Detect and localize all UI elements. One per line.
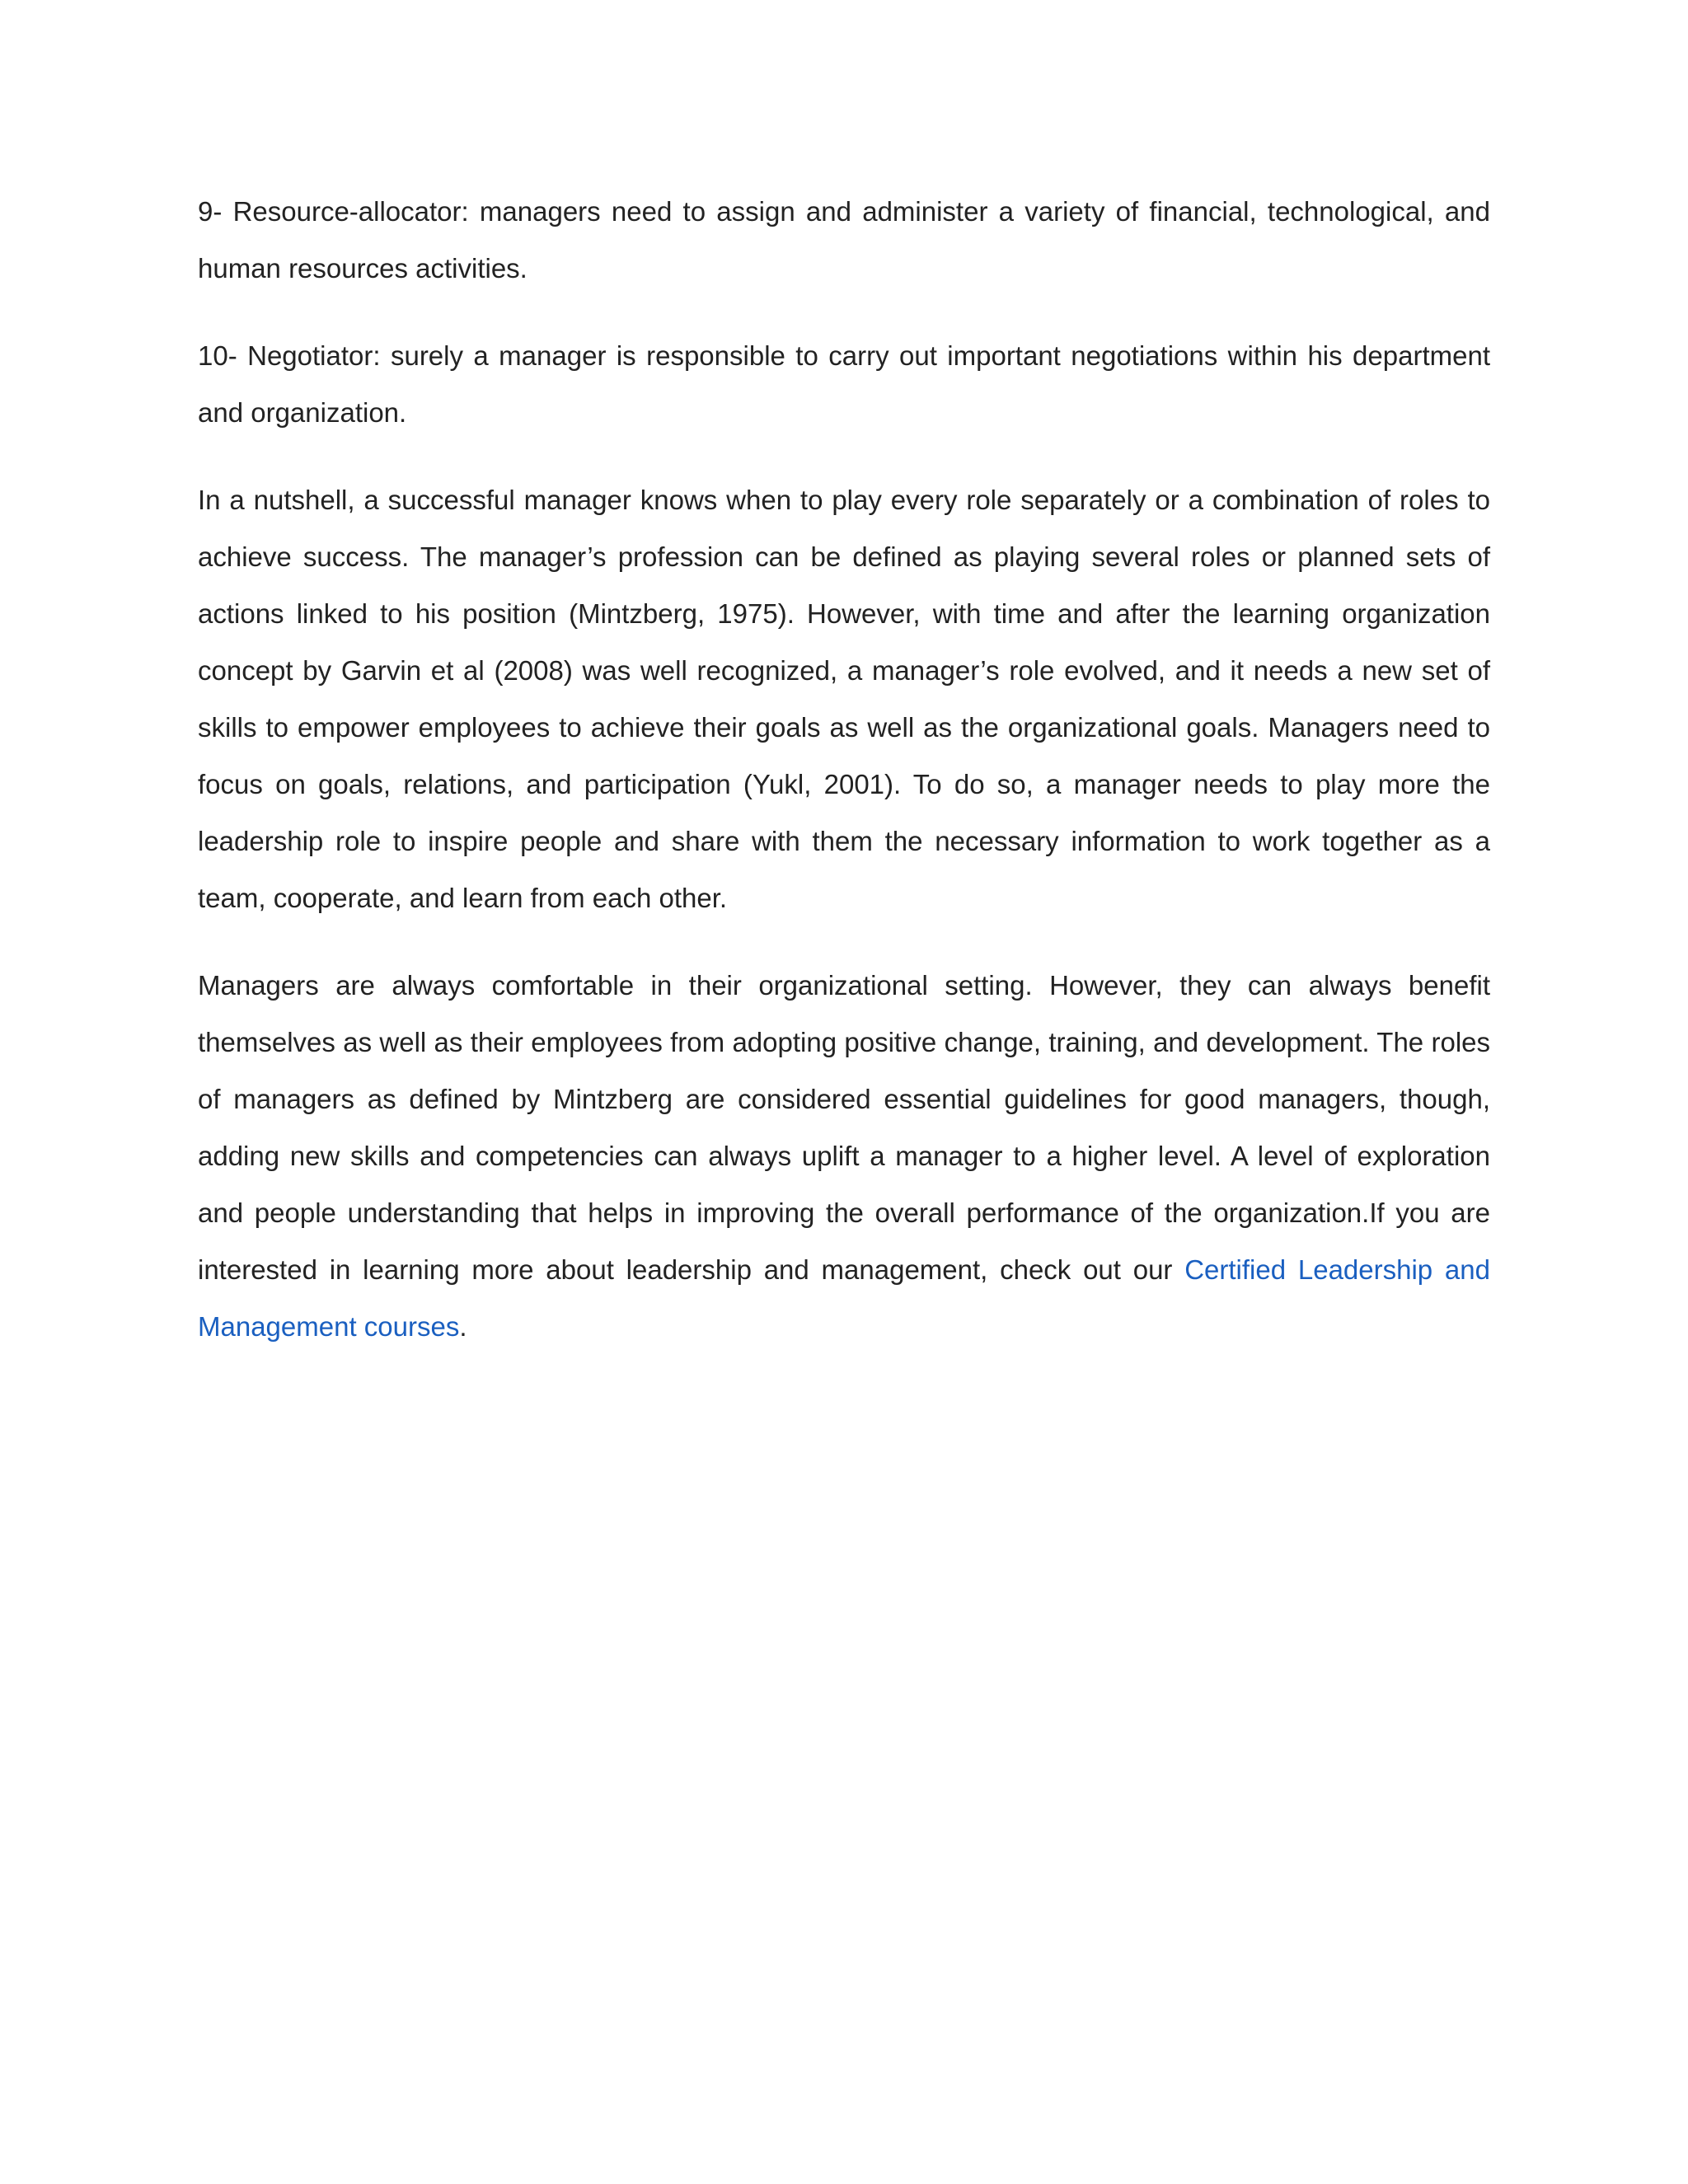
document-page xyxy=(198,183,1490,1385)
paragraph-negotiator: 10- Negotiator: surely a manager is responsible to carry out important negotiations within his department and organization. xyxy=(198,340,1490,428)
courses-link[interactable]: Certified Leadership and Management courses xyxy=(198,1254,1490,1342)
closing-period: . xyxy=(459,1311,467,1342)
paragraph-nutshell: In a nutshell, a successful manager knows when to play every role separately or a combination of roles to achieve success. The manager’s profession can be defined as playing several roles or planned sets of actions linked to his position (Mintzberg, 1975). However, with time and after the learning organization concept by Garvin et al (2008) was well recognized, a manager’s role evolved, and it needs a new set of skills to empower employees to achieve their goals as well as the organizational goals. Managers need to focus on goals, relations, and participation (Yukl, 2001). To do so, a manager needs to play more the leadership role to inspire people and share with them the necessary information to work together as a team, cooperate, and learn from each other. xyxy=(198,485,1490,913)
closing-text: Managers are always comfortable in their organizational setting. However, they can always benefit themselves as well as their employees from adopting positive change, training, and development. The roles of managers as defined by Mintzberg are considered essential guidelines for good managers, though, adding new skills and competencies can always uplift a manager to a higher level. A level of exploration and people understanding that helps in improving the overall performance of the organization.If you are interested in learning more about leadership and management, check out our xyxy=(198,970,1490,1285)
paragraph-closing xyxy=(198,957,1490,1355)
paragraph-resource-allocator: 9- Resource-allocator: managers need to assign and administer a variety of financial, technological, and human resources activities. xyxy=(198,196,1490,284)
